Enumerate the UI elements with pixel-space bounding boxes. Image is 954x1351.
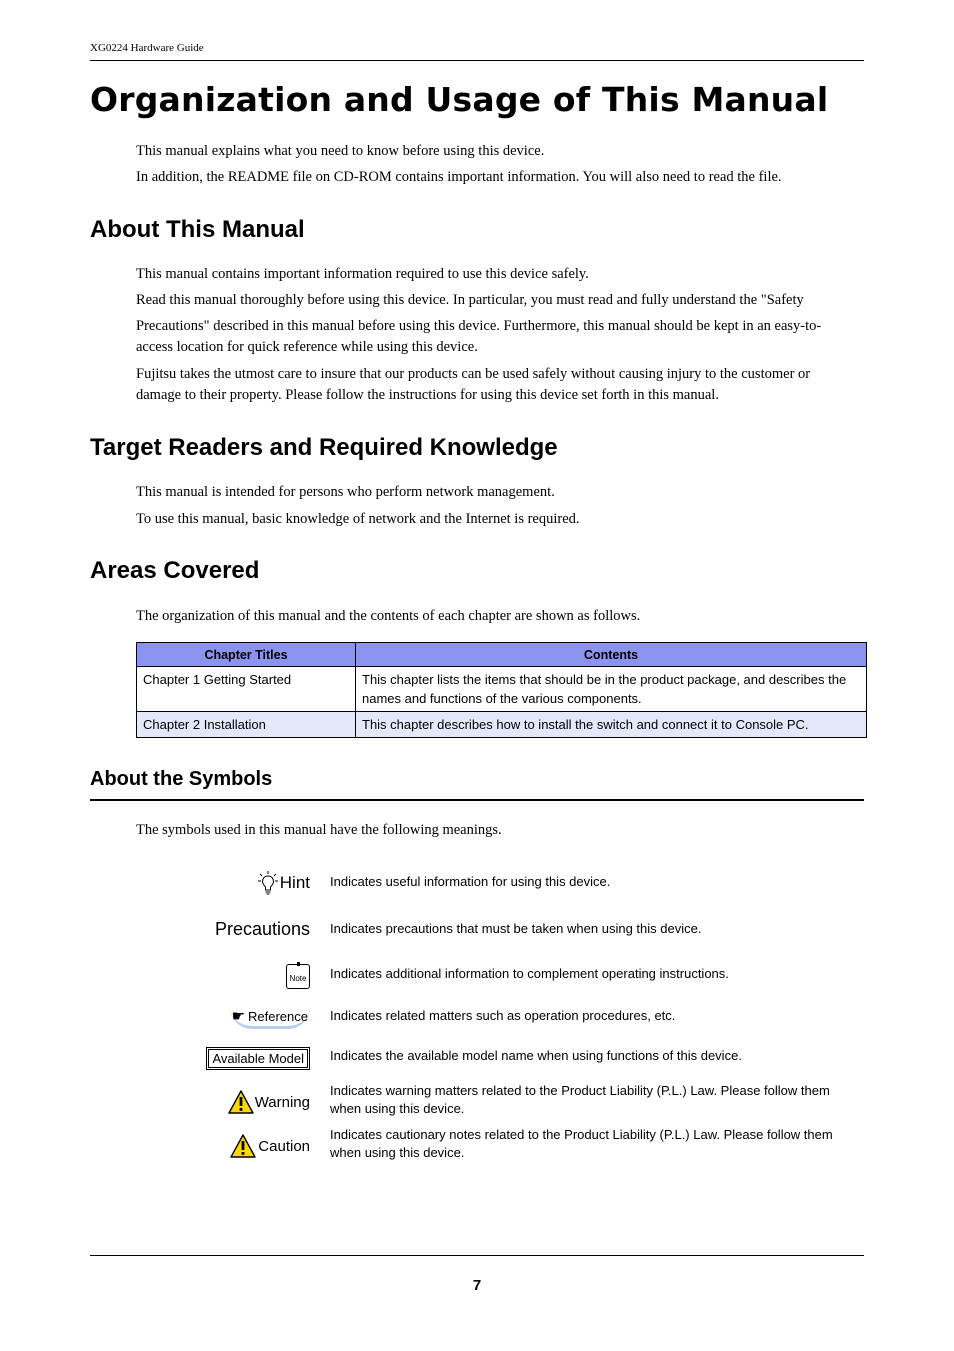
areas-covered-heading: Areas Covered: [90, 557, 260, 584]
symbols-intro: The symbols used in this manual have the following meanings.: [136, 822, 502, 838]
table-cell-contents: This chapter lists the items that should be in the product package, and describes the names and functions of the various components.: [356, 667, 867, 712]
warning-triangle-icon: [228, 1090, 254, 1114]
intro-paragraph-1: This manual explains what you need to know before using this device.: [136, 143, 545, 159]
about-manual-paragraph-4: Fujitsu takes the utmost care to insure that our products can be used safely without causing injury to the customer or damage to their property. Please follow the instructions for using this device set forth in this manual.: [136, 366, 811, 403]
warning-label: Warning: [254, 1093, 310, 1111]
precautions-description: Indicates precautions that must be taken when using this device.: [330, 921, 702, 936]
symbols-rule: [90, 799, 864, 801]
table-header-chapter-titles: Chapter Titles: [137, 643, 356, 667]
areas-covered-intro: The organization of this manual and the contents of each chapter are shown as follows.: [136, 608, 641, 624]
caution-description: Indicates cautionary notes related to the Product Liability (P.L.) Law. Please follow them when using this device.: [330, 1127, 833, 1160]
chapters-table: [136, 642, 867, 738]
reference-label: Reference: [248, 1008, 308, 1024]
available-model-badge: [206, 1047, 310, 1070]
reference-description: Indicates related matters such as operation procedures, etc.: [330, 1008, 676, 1023]
note-icon: [286, 964, 310, 989]
caution-triangle-icon: [230, 1134, 256, 1158]
symbols-heading: About the Symbols: [90, 768, 273, 790]
available-model-description: Indicates the available model name when using functions of this device.: [330, 1048, 742, 1063]
page-number: 7: [472, 1277, 482, 1294]
caution-label: Caution: [258, 1137, 310, 1155]
table-cell-chapter: Chapter 1 Getting Started: [137, 667, 356, 712]
lightbulb-icon: [257, 870, 279, 896]
target-readers-paragraph-1: This manual is intended for persons who perform network management.: [136, 484, 555, 500]
table-cell-contents: This chapter describes how to install the switch and connect it to Console PC.: [356, 712, 867, 738]
note-label: Note: [289, 973, 307, 983]
table-row: [137, 712, 867, 738]
intro-paragraph-2: In addition, the README file on CD-ROM contains important information. You will also need to read the file.: [136, 169, 782, 185]
about-manual-heading: About This Manual: [90, 216, 305, 243]
table-row: [137, 667, 867, 712]
about-manual-paragraph-1: This manual contains important information required to use this device safely.: [136, 266, 589, 282]
table-cell-chapter: Chapter 2 Installation: [137, 712, 356, 738]
precautions-label: Precautions: [214, 918, 310, 939]
page-title: Organization and Usage of This Manual: [90, 80, 829, 119]
about-manual-paragraph-2: Read this manual thoroughly before using this device. In particular, you must read and fully understand the "Safety: [136, 292, 804, 308]
hint-label: Hint: [279, 873, 310, 892]
target-readers-heading: Target Readers and Required Knowledge: [90, 434, 558, 461]
header-rule: [90, 60, 864, 61]
note-description: Indicates additional information to complement operating instructions.: [330, 966, 729, 981]
hint-description: Indicates useful information for using this device.: [330, 874, 611, 889]
running-header: XG0224 Hardware Guide: [90, 42, 204, 54]
table-header-contents: Contents: [356, 643, 867, 667]
warning-description: Indicates warning matters related to the Product Liability (P.L.) Law. Please follow them when using this device.: [330, 1083, 830, 1116]
table-header-row: [137, 643, 867, 667]
footer-rule: [90, 1255, 864, 1256]
pointing-hand-icon: ☛: [231, 1008, 246, 1025]
about-manual-paragraph-3: Precautions" described in this manual before using this device. Furthermore, this manual should be kept in an easy-to-access location for quick reference while using this device.: [136, 318, 822, 355]
target-readers-paragraph-2: To use this manual, basic knowledge of network and the Internet is required.: [136, 511, 580, 527]
available-model-label: Available Model: [208, 1049, 308, 1068]
